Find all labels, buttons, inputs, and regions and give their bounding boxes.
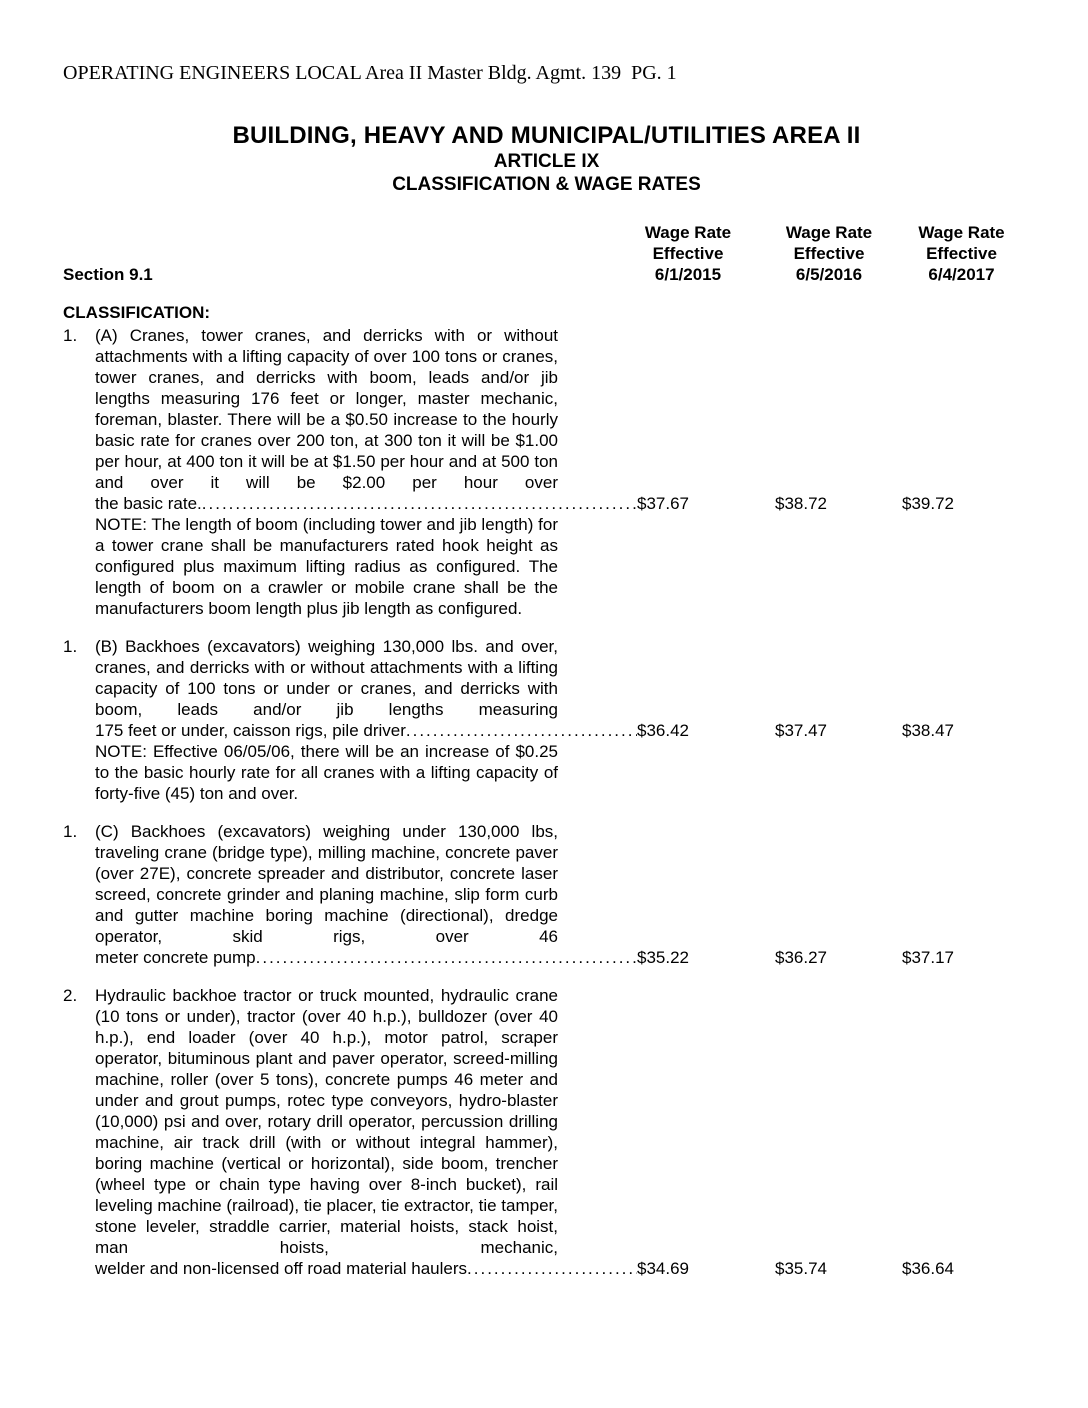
rate-line-text: 175 feet or under, caisson rigs, pile driver (95, 721, 406, 740)
rate-value-2016: $35.74 (775, 1259, 827, 1278)
section-label: Section 9.1 (63, 265, 153, 284)
effective-date: 6/1/2015 (654, 265, 722, 284)
rate-line-text: the basic rate. (95, 494, 202, 513)
item-body (95, 985, 1030, 1279)
effective-label: Effective (926, 244, 997, 263)
rate-column-header-2017 (895, 222, 1028, 285)
item-paragraph: (A) Cranes, tower cranes, and derricks with or without attachments with a lifting capacity of over 100 tons or cranes, tower cranes, and derricks with boom, leads and/or jib lengths measuring 176 feet or longer, master mechanic, foreman, blaster. There will be a $0.50 increase to the hourly basic rate for cranes over 200 ton, at 300 ton it will be $1.00 per hour, at 400 ton it will be at $1.50 per hour and at 500 ton and over it will be $2.00 per hour over (95, 326, 558, 492)
item-paragraph: (B) Backhoes (excavators) weighing 130,000 lbs. and over, cranes, and derricks with or without attachments with a lifting capacity of 100 tons or under or cranes, and derricks with boom, leads and/or jib lengths measuring (95, 637, 558, 719)
classification-heading: CLASSIFICATION: (63, 303, 211, 322)
rate-column-headers (613, 222, 1028, 285)
rate-header-row (63, 222, 1030, 285)
classification-item-1c (63, 821, 1030, 968)
doc-title: BUILDING, HEAVY AND MUNICIPAL/UTILITIES AREA II (232, 122, 861, 149)
rate-line (95, 1258, 1030, 1279)
doc-subtitle-classification: CLASSIFICATION & WAGE RATES (392, 174, 701, 195)
item-body (95, 325, 1030, 619)
rate-column-header-2016 (763, 222, 895, 285)
dotted-leader (256, 947, 637, 968)
item-number: 2. (63, 986, 78, 1005)
rate-value-2017: $39.72 (902, 494, 954, 513)
effective-label: Effective (652, 244, 724, 263)
rate-value-2016: $36.27 (775, 948, 827, 967)
item-paragraph: Hydraulic backhoe tractor or truck mounted, hydraulic crane (10 tons or under), tractor (over 40 h.p.), bulldozer (over 40 h.p.), end loader (over 40 h.p.), motor patrol, scraper operator, bituminous plant and paver operator, screed-milling machine, roller (over 5 tons), concrete pumps 46 meter and under and grout pumps, rotec type conveyors, hydro-blaster (10,000) psi and over, rotary drill operator, percussion drilling machine, air track drill (with or without integral hammer), boring machine (vertical or horizontal), side boom, trencher (wheel type or chain type having over 8-inch bucket), rail leveling machine (railroad), tie placer, tie extractor, tie tamper, stone leveler, straddle carrier, material hoists, stack hoist, man hoists, mechanic, (95, 986, 558, 1257)
rate-value-2015: $37.67 (637, 494, 689, 513)
effective-date: 6/5/2016 (795, 265, 863, 284)
effective-label: Effective (793, 244, 865, 263)
page-header: OPERATING ENGINEERS LOCAL Area II Master Bldg. Agmt. 139 PG. 1 (63, 62, 677, 84)
wage-rate-label: Wage Rate (918, 223, 1005, 242)
rate-line (95, 720, 1030, 741)
wage-rate-label: Wage Rate (644, 223, 732, 242)
rate-value-2017: $36.64 (902, 1259, 954, 1278)
rate-value-2015: $35.22 (637, 948, 689, 967)
rate-line-text: meter concrete pump (95, 948, 256, 967)
item-body (95, 821, 1030, 968)
item-number: 1. (63, 326, 78, 345)
rate-line-text: welder and non-licensed off road material haulers (95, 1259, 468, 1278)
item-number: 1. (63, 637, 78, 656)
item-note: NOTE: Effective 06/05/06, there will be an increase of $0.25 to the basic hourly rate for all cranes with a lifting capacity of forty-five (45) ton and over. (95, 742, 558, 803)
classification-item-1b (63, 636, 1030, 804)
rate-value-2017: $38.47 (902, 721, 954, 740)
item-note: NOTE: The length of boom (including tower and jib length) for a tower crane shall be manufacturers rated hook height as configured plus maximum lifting radius as configured. The length of boom on a crawler or mobile crane shall be the manufacturers boom length plus jib length as configured. (95, 515, 558, 618)
effective-date: 6/4/2017 (928, 265, 995, 284)
rate-line (95, 493, 1030, 514)
wage-rate-label: Wage Rate (785, 223, 873, 242)
dotted-leader (202, 493, 637, 514)
doc-subtitle-article: ARTICLE IX (493, 151, 600, 172)
dotted-leader (467, 1258, 637, 1279)
rate-line (95, 947, 1030, 968)
rate-value-2017: $37.17 (902, 948, 954, 967)
rate-value-2016: $38.72 (775, 494, 827, 513)
title-block (63, 122, 1030, 196)
rate-value-2015: $34.69 (637, 1259, 689, 1278)
rate-value-2015: $36.42 (637, 721, 689, 740)
item-number: 1. (63, 822, 78, 841)
classification-item-2 (63, 985, 1030, 1279)
rate-column-header-2015 (613, 222, 763, 285)
classification-item-1a (63, 325, 1030, 619)
item-body (95, 636, 1030, 804)
rate-value-2016: $37.47 (775, 721, 827, 740)
dotted-leader (406, 720, 637, 741)
item-paragraph: (C) Backhoes (excavators) weighing under 130,000 lbs, traveling crane (bridge type), milling machine, concrete paver (over 27E), concrete spreader and distributor, concrete laser screed, concrete grinder and planing machine, slip form curb and gutter machine boring machine (directional), dredge operator, skid rigs, over 46 (95, 822, 558, 946)
